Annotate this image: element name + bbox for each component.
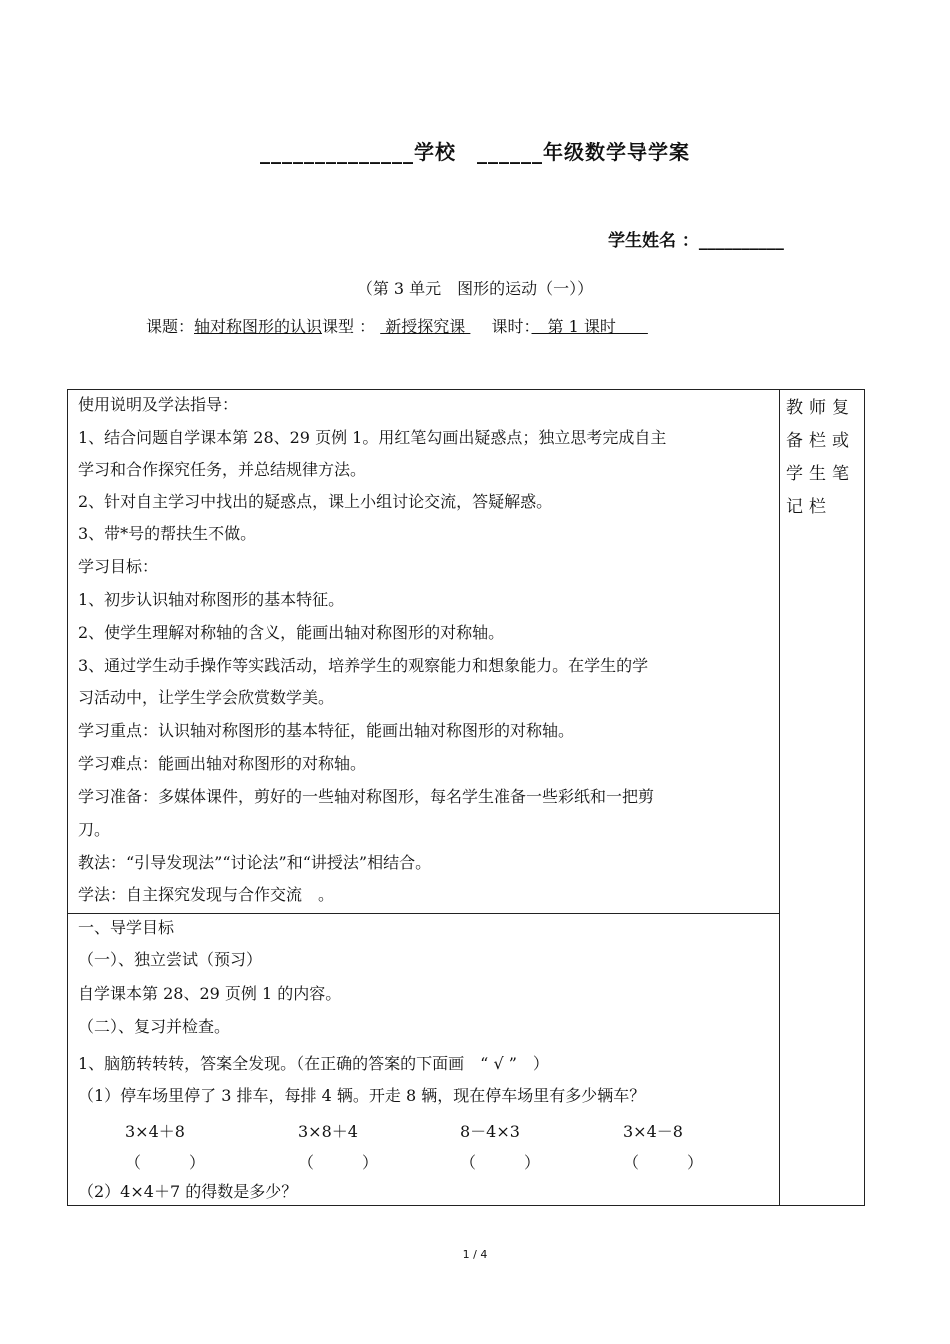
answer-blank[interactable]: （ ） bbox=[298, 1153, 379, 1172]
option-expression: 3×8＋4 bbox=[298, 1122, 358, 1141]
answer-blank[interactable]: （ ） bbox=[125, 1153, 206, 1172]
guide-line: 学习重点：认识轴对称图形的基本特征，能画出轴对称图形的对称轴。 bbox=[78, 721, 575, 740]
guide-line: 1、结合问题自学课本第 28、29 页例 1。用红笔勾画出疑惑点；独立思考完成自主 bbox=[78, 428, 667, 447]
guide-line: 使用说明及学法指导： bbox=[78, 395, 239, 414]
worksheet-table bbox=[67, 389, 865, 1206]
guide-line: 2、使学生理解对称轴的含义，能画出轴对称图形的对称轴。 bbox=[78, 623, 505, 642]
answer-blank[interactable]: （ ） bbox=[623, 1153, 704, 1172]
guide-line: 学习难点：能画出轴对称图形的对称轴。 bbox=[78, 754, 367, 773]
guide-line: 学习准备：多媒体课件，剪好的一些轴对称图形，每名学生准备一些彩纸和一把剪 bbox=[78, 787, 655, 806]
answer-blank[interactable]: （ ） bbox=[460, 1153, 541, 1172]
lesson-period: 第 1 课时 bbox=[531, 317, 648, 336]
guide-line: 习活动中，让学生学会欣赏数学美。 bbox=[78, 688, 335, 707]
section-heading: 一、导学目标 bbox=[78, 918, 175, 937]
section-line: 自学课本第 28、29 页例 1 的内容。 bbox=[78, 984, 342, 1003]
lesson-topic: 轴对称图形的认识 bbox=[194, 317, 323, 336]
guide-line: 学习目标： bbox=[78, 557, 159, 576]
option-expression: 3×4＋8 bbox=[125, 1122, 185, 1141]
page-title: ______________学校 ______年级数学导学案 bbox=[260, 140, 690, 164]
guide-line: 刀。 bbox=[78, 820, 111, 839]
option-expression: 3×4－8 bbox=[623, 1122, 683, 1141]
guide-line: 3、通过学生动手操作等实践活动，培养学生的观察能力和想象能力。在学生的学 bbox=[78, 656, 649, 675]
section-line: （二）、复习并检查。 bbox=[78, 1017, 231, 1036]
guide-line: 学法：自主探究发现与合作交流 。 bbox=[78, 885, 335, 904]
period-label: 课时： bbox=[491, 317, 532, 336]
unit-line: （第 3 单元 图形的运动（一）） bbox=[356, 279, 594, 298]
row-divider bbox=[68, 913, 779, 914]
section-line: （一）、独立尝试（预习） bbox=[78, 950, 263, 969]
guide-line: 教法：“引导发现法”“讨论法”和“讲授法”相结合。 bbox=[78, 853, 432, 872]
type-label: 课型 ： bbox=[322, 317, 376, 336]
question-1: 1、脑筋转转转，答案全发现。（在正确的答案的下面画 “ √ ” ） bbox=[78, 1054, 549, 1073]
lesson-info bbox=[146, 314, 648, 337]
notes-column-label: 教师复备栏或学生笔记栏 bbox=[786, 398, 855, 517]
question-1-2: （2）4×4＋7 的得数是多少？ bbox=[78, 1182, 298, 1201]
guide-line: 学习和合作探究任务，并总结规律方法。 bbox=[78, 460, 367, 479]
question-1-1: （1）停车场里停了 3 排车，每排 4 辆。开走 8 辆，现在停车场里有多少辆车？ bbox=[78, 1086, 646, 1105]
topic-label: 课题： bbox=[146, 317, 195, 336]
column-divider bbox=[779, 390, 780, 1205]
guide-line: 2、针对自主学习中找出的疑惑点，课上小组讨论交流，答疑解惑。 bbox=[78, 492, 553, 511]
student-name-field: 学生姓名 ：__________ bbox=[608, 231, 784, 251]
guide-line: 1、初步认识轴对称图形的基本特征。 bbox=[78, 590, 345, 609]
lesson-type: 新授探究课 bbox=[380, 317, 471, 336]
option-expression: 8－4×3 bbox=[460, 1122, 520, 1141]
guide-line: 3、带*号的帮扶生不做。 bbox=[78, 524, 257, 543]
page-number: 1 / 4 bbox=[462, 1248, 488, 1261]
